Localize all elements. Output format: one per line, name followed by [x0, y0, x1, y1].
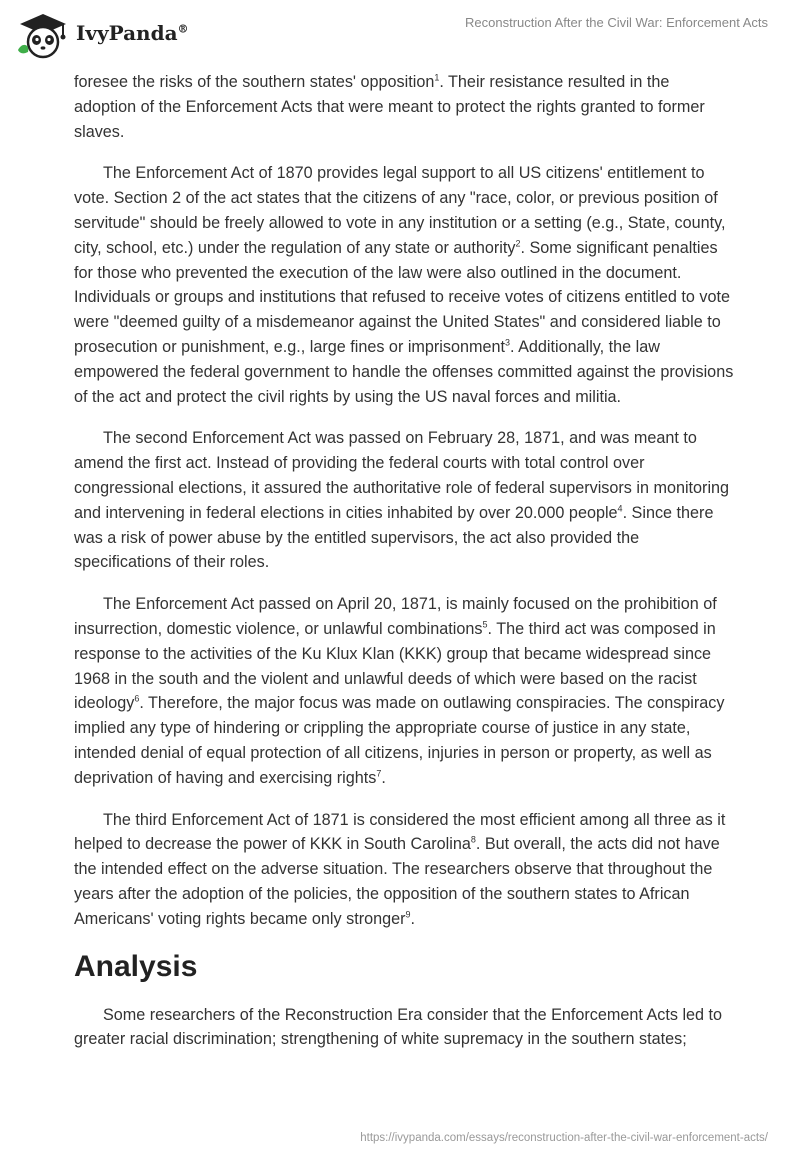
footnote-marker[interactable]: 3 [504, 337, 510, 348]
paragraph-text: . Some significant penalties for those who prevented the execution of the law were also outlined in the document. Individuals or groups and institutions that refused to receive votes of citizens entitled to vote were "deemed guilty of a misdemeanor against the United States" and considered liable to prosecution or punishment, e.g., large fines or imprisonment [74, 238, 730, 356]
footnote-marker[interactable]: 2 [515, 238, 521, 249]
footnote-marker[interactable]: 5 [482, 619, 488, 630]
body-paragraph [74, 426, 734, 575]
paragraph-text: . Additionally, the law empowered the federal government to handle the offenses committed against the provisions of the act and protect the civil rights by using the US naval forces and militia. [74, 337, 734, 406]
ivypanda-logo[interactable] [14, 6, 244, 64]
body-paragraph [74, 161, 734, 409]
page-header [0, 0, 800, 70]
paragraph-text: The third Enforcement Act of 1871 is considered the most efficient among all three as it helped to decrease the power of KKK in South Carolina [74, 810, 726, 854]
paragraph-text: The second Enforcement Act was passed on February 28, 1871, and was meant to amend the first act. Instead of providing the federal courts with total control over congressional elections, it assured the authoritative role of federal supervisors in monitoring and intervening in federal elections in cities inhabited by over 20.000 people [74, 429, 730, 522]
footnote-marker[interactable]: 8 [470, 834, 476, 845]
paragraph-text: The Enforcement Act passed on April 20, 1871, is mainly focused on the prohibition of insurrection, domestic violence, or unlawful combinations [74, 595, 717, 638]
paragraph-text: . Since there was a risk of power abuse by the entitled supervisors, the act also provided the specifications of their roles. [74, 503, 714, 572]
paragraph-text: foresee the risks of the southern states' opposition [74, 73, 435, 91]
footnote-marker[interactable]: 7 [376, 768, 382, 779]
paragraph-list [74, 70, 734, 932]
paragraph-text: . Their resistance resulted in the adoption of the Enforcement Acts that were meant to protect the rights granted to former slaves. [74, 73, 705, 141]
analysis-paragraph: Some researchers of the Reconstruction Era consider that the Enforcement Acts led to greater racial discrimination; strengthening of white supremacy in the southern states; [74, 1005, 723, 1049]
panda-graduate-icon [14, 6, 72, 62]
footnote-marker[interactable]: 9 [405, 909, 411, 920]
footnote-marker[interactable]: 4 [617, 503, 623, 514]
footer-url[interactable]: https://ivypanda.com/essays/reconstruction-after-the-civil-war-enforcement-acts/ [360, 1132, 768, 1144]
body-paragraph [74, 808, 734, 932]
running-title: Reconstruction After the Civil War: Enforcement Acts [465, 15, 768, 30]
paragraph-text: The Enforcement Act of 1870 provides legal support to all US citizens' entitlement to vote. Section 2 of the act states that the citizens of any "race, color, or previous position of servitude" should be freely allowed to vote in any institution or a setting (e.g., State, county, city, school, etc.) under the regulation of any state or authority [74, 164, 726, 257]
paragraph-text: . The third act was composed in response to the activities of the Ku Klux Klan (KKK) group that became widespread since 1968 in the south and the violent and unlawful deeds of which were based on the racist ideology [74, 619, 716, 713]
paragraph-text: . Therefore, the major focus was made on outlawing conspiracies. The conspiracy implied any type of hindering or crippling the appropriate course of justice in any state, intended denial of equal protection of all citizens, injuries in person or property, as well as deprivation of having and exercising rights [74, 694, 725, 787]
logo-wordmark: IvyPanda® [76, 21, 189, 45]
paragraph-text: . [410, 909, 416, 928]
section-heading: Analysis [74, 949, 198, 983]
footnote-marker[interactable]: 1 [434, 72, 440, 83]
body-paragraph [74, 592, 734, 790]
paragraph-text: . [381, 768, 386, 787]
footnote-marker[interactable]: 6 [134, 693, 140, 704]
body-paragraph [74, 70, 734, 144]
paragraph-text: . But overall, the acts did not have the intended effect on the adverse situation. The researchers observe that throughout the years after the adoption of the policies, the opposition of the southern states to African Americans' voting rights became only stronger [74, 835, 720, 928]
essay-body [74, 70, 734, 1069]
